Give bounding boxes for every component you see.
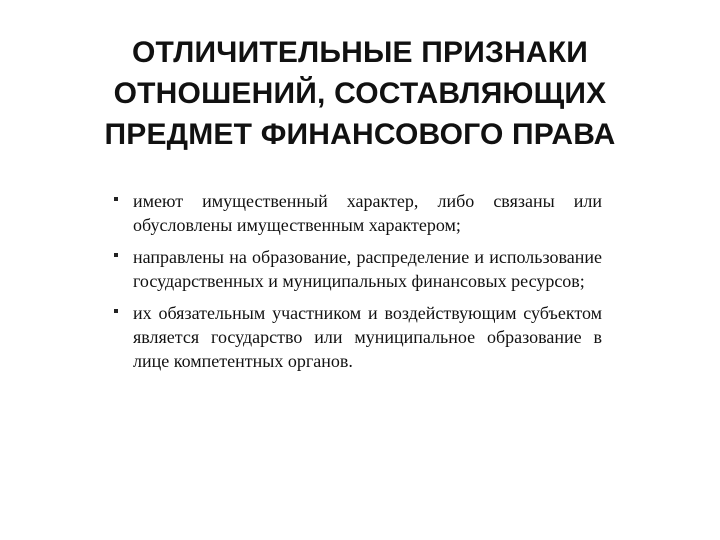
slide-title-line-3: ПРЕДМЕТ ФИНАНСОВОГО ПРАВА bbox=[104, 118, 616, 151]
square-bullet-icon bbox=[114, 197, 118, 201]
slide-title-line-1: ОТЛИЧИТЕЛЬНЫЕ ПРИЗНАКИ bbox=[131, 36, 589, 69]
bullet-item-3 bbox=[110, 301, 602, 373]
square-bullet-icon bbox=[114, 253, 118, 257]
bullet-list bbox=[110, 189, 602, 381]
bullet-text-2: направлены на образование, распределение и использование государственных и муниципальных финансовых ресурсов; bbox=[133, 247, 602, 291]
square-bullet-icon bbox=[114, 309, 118, 313]
slide-title bbox=[40, 32, 680, 155]
bullet-text-1: имеют имущественный характер, либо связаны или обусловлены имущественным характером; bbox=[133, 191, 602, 235]
bullet-item-2 bbox=[110, 245, 602, 293]
slide-title-line-2: ОТНОШЕНИЙ, СОСТАВЛЯЮЩИХ bbox=[113, 77, 607, 110]
bullet-item-1 bbox=[110, 189, 602, 237]
bullet-text-3: их обязательным участником и воздействующим субъектом является государство или муниципальное образование в лице компетентных органов. bbox=[133, 303, 602, 371]
